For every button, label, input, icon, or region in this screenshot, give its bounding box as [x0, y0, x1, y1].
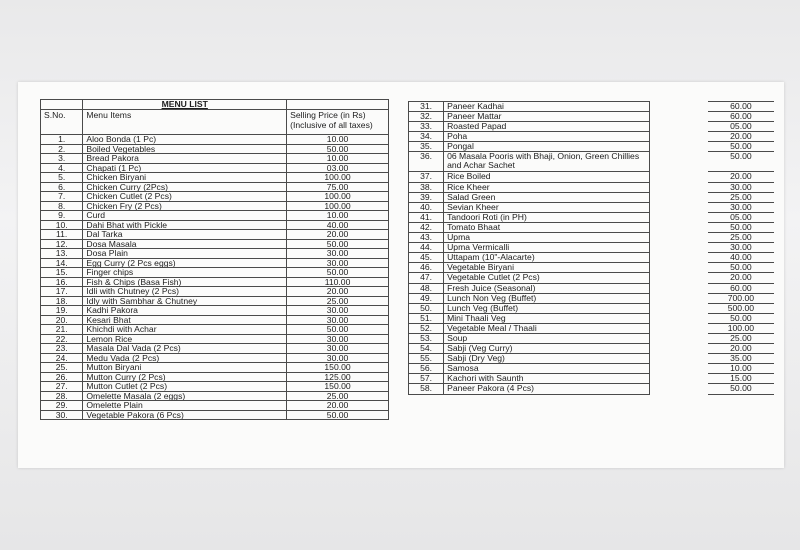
row-price: 30.00: [287, 334, 389, 344]
row-price: 25.00: [708, 233, 774, 243]
row-item: Chicken Curry (2Pcs): [83, 182, 287, 192]
table-row: [41, 201, 389, 211]
row-item: Sabji (Dry Veg): [444, 354, 650, 364]
row-sno: 14.: [41, 258, 83, 268]
table-row: [41, 296, 389, 306]
row-sno: 43.: [409, 233, 444, 243]
row-item: Samosa: [444, 364, 650, 374]
row-price: 20.00: [287, 401, 389, 411]
table-row: [41, 315, 389, 325]
table-row: [409, 253, 775, 263]
row-sno: 21.: [41, 325, 83, 335]
row-price: 50.00: [287, 239, 389, 249]
row-price: 20.00: [708, 132, 774, 142]
row-sno: 2.: [41, 144, 83, 154]
row-item: Salad Green: [444, 192, 650, 202]
menu-title: MENU LIST: [83, 100, 287, 110]
row-price: 50.00: [708, 222, 774, 232]
row-price: 35.00: [708, 354, 774, 364]
row-price: 60.00: [708, 112, 774, 122]
table-row: [41, 277, 389, 287]
row-price: 60.00: [708, 102, 774, 112]
row-item: Kadhi Pakora: [83, 306, 287, 316]
table-row: [409, 374, 775, 384]
row-sno: 25.: [41, 363, 83, 373]
row-item: Dal Tarka: [83, 230, 287, 240]
row-sno: 51.: [409, 313, 444, 323]
table-row: [41, 306, 389, 316]
row-price: 30.00: [287, 344, 389, 354]
row-price: 100.00: [708, 323, 774, 333]
table-row: [409, 283, 775, 293]
table-row: [409, 293, 775, 303]
row-sno: 28.: [41, 391, 83, 401]
row-price: 150.00: [287, 382, 389, 392]
row-sno: 24.: [41, 353, 83, 363]
row-item: Fresh Juice (Seasonal): [444, 283, 650, 293]
row-sno: 4.: [41, 163, 83, 173]
row-item: Finger chips: [83, 268, 287, 278]
row-price: 50.00: [708, 313, 774, 323]
row-sno: 52.: [409, 323, 444, 333]
row-gap: [649, 333, 708, 343]
table-row: [41, 144, 389, 154]
row-sno: 46.: [409, 263, 444, 273]
row-item: Uttapam (10"-Alacarte): [444, 253, 650, 263]
row-gap: [649, 253, 708, 263]
row-gap: [649, 152, 708, 172]
row-sno: 45.: [409, 253, 444, 263]
row-price: 50.00: [708, 142, 774, 152]
row-sno: 50.: [409, 303, 444, 313]
row-gap: [649, 323, 708, 333]
row-sno: 17.: [41, 287, 83, 297]
menu-table-left: [40, 99, 389, 420]
row-item: Paneer Kadhai: [444, 102, 650, 112]
row-sno: 33.: [409, 122, 444, 132]
table-row: [41, 135, 389, 145]
row-item: Omelette Plain: [83, 401, 287, 411]
row-sno: 37.: [409, 172, 444, 182]
table-row: [409, 112, 775, 122]
row-item: Kachori with Saunth: [444, 374, 650, 384]
row-item: Upma: [444, 233, 650, 243]
row-item: Sabji (Veg Curry): [444, 344, 650, 354]
row-sno: 44.: [409, 243, 444, 253]
row-gap: [649, 293, 708, 303]
table-row: [41, 173, 389, 183]
row-sno: 13.: [41, 249, 83, 259]
row-sno: 32.: [409, 112, 444, 122]
row-item: Chicken Biryani: [83, 173, 287, 183]
row-item: Dosa Masala: [83, 239, 287, 249]
row-item: Poha: [444, 132, 650, 142]
table-row: [409, 364, 775, 374]
row-item: 06 Masala Pooris with Bhaji, Onion, Green Chillies and Achar Sachet: [444, 152, 650, 172]
row-gap: [649, 303, 708, 313]
row-item: Upma Vermicalli: [444, 243, 650, 253]
row-price: 100.00: [287, 173, 389, 183]
row-item: Masala Dal Vada (2 Pcs): [83, 344, 287, 354]
row-sno: 3.: [41, 154, 83, 164]
row-price: 10.00: [287, 135, 389, 145]
row-sno: 35.: [409, 142, 444, 152]
row-gap: [649, 243, 708, 253]
table-row: [41, 163, 389, 173]
table-row: [41, 410, 389, 420]
row-gap: [649, 374, 708, 384]
row-item: Vegetable Cutlet (2 Pcs): [444, 273, 650, 283]
table-row: [409, 172, 775, 182]
row-gap: [649, 364, 708, 374]
row-price: 125.00: [287, 372, 389, 382]
row-sno: 1.: [41, 135, 83, 145]
row-sno: 7.: [41, 192, 83, 202]
row-price: 05.00: [708, 122, 774, 132]
table-row: [41, 182, 389, 192]
table-row: [41, 372, 389, 382]
row-gap: [649, 263, 708, 273]
row-sno: 20.: [41, 315, 83, 325]
row-item: Rice Kheer: [444, 182, 650, 192]
row-item: Vegetable Biryani: [444, 263, 650, 273]
row-item: Mutton Curry (2 Pcs): [83, 372, 287, 382]
row-price: 50.00: [287, 268, 389, 278]
row-item: Aloo Bonda (1 Pc): [83, 135, 287, 145]
row-item: Paneer Pakora (4 Pcs): [444, 384, 650, 394]
row-price: 75.00: [287, 182, 389, 192]
table-row: [41, 382, 389, 392]
row-sno: 16.: [41, 277, 83, 287]
row-price: 30.00: [287, 353, 389, 363]
row-price: 40.00: [708, 253, 774, 263]
table-row: [409, 122, 775, 132]
row-sno: 11.: [41, 230, 83, 240]
row-price: 50.00: [287, 325, 389, 335]
row-sno: 38.: [409, 182, 444, 192]
menu-document: [18, 82, 784, 468]
row-sno: 9.: [41, 211, 83, 221]
row-item: Mutton Cutlet (2 Pcs): [83, 382, 287, 392]
row-price: 500.00: [708, 303, 774, 313]
row-sno: 42.: [409, 222, 444, 232]
row-gap: [649, 172, 708, 182]
row-price: 30.00: [708, 182, 774, 192]
row-sno: 8.: [41, 201, 83, 211]
table-row: [409, 384, 775, 394]
row-price: 20.00: [708, 273, 774, 283]
row-price: 20.00: [287, 287, 389, 297]
row-gap: [649, 273, 708, 283]
row-item: Lunch Non Veg (Buffet): [444, 293, 650, 303]
table-row: [41, 353, 389, 363]
table-row: [409, 102, 775, 112]
row-price: 30.00: [708, 202, 774, 212]
table-row: [409, 313, 775, 323]
row-sno: 29.: [41, 401, 83, 411]
row-sno: 56.: [409, 364, 444, 374]
row-sno: 27.: [41, 382, 83, 392]
row-sno: 12.: [41, 239, 83, 249]
row-price: 700.00: [708, 293, 774, 303]
row-item: Egg Curry (2 Pcs eggs): [83, 258, 287, 268]
row-sno: 30.: [41, 410, 83, 420]
row-price: 05.00: [708, 212, 774, 222]
row-item: Kesari Bhat: [83, 315, 287, 325]
row-item: Rice Boiled: [444, 172, 650, 182]
row-item: Omelette Masala (2 eggs): [83, 391, 287, 401]
row-item: Tandoori Roti (in PH): [444, 212, 650, 222]
row-item: Paneer Mattar: [444, 112, 650, 122]
row-item: Vegetable Pakora (6 Pcs): [83, 410, 287, 420]
row-item: Roasted Papad: [444, 122, 650, 132]
row-price: 50.00: [287, 410, 389, 420]
row-sno: 48.: [409, 283, 444, 293]
table-row: [41, 287, 389, 297]
row-price: 25.00: [708, 192, 774, 202]
row-sno: 54.: [409, 344, 444, 354]
row-gap: [649, 283, 708, 293]
row-item: Lunch Veg (Buffet): [444, 303, 650, 313]
row-price: 100.00: [287, 201, 389, 211]
row-price: 100.00: [287, 192, 389, 202]
row-gap: [649, 122, 708, 132]
table-row: [41, 325, 389, 335]
row-price: 50.00: [287, 144, 389, 154]
table-row: [409, 192, 775, 202]
row-price: 25.00: [287, 391, 389, 401]
row-item: Tomato Bhaat: [444, 222, 650, 232]
row-gap: [649, 182, 708, 192]
row-sno: 57.: [409, 374, 444, 384]
row-sno: 6.: [41, 182, 83, 192]
table-row: [41, 154, 389, 164]
row-item: Curd: [83, 211, 287, 221]
table-row: [409, 303, 775, 313]
row-price: 15.00: [708, 374, 774, 384]
row-price: 20.00: [287, 230, 389, 240]
row-item: Vegetable Meal / Thaali: [444, 323, 650, 333]
row-item: Dahi Bhat with Pickle: [83, 220, 287, 230]
row-price: 50.00: [708, 263, 774, 273]
row-gap: [649, 112, 708, 122]
table-row: [409, 354, 775, 364]
row-gap: [649, 202, 708, 212]
table-row: [41, 211, 389, 221]
row-gap: [649, 384, 708, 394]
menu-table-right: [408, 101, 774, 395]
row-sno: 47.: [409, 273, 444, 283]
row-gap: [649, 102, 708, 112]
row-price: 30.00: [708, 243, 774, 253]
row-item: Chapati (1 Pc): [83, 163, 287, 173]
row-gap: [649, 313, 708, 323]
table-row: [409, 333, 775, 343]
row-sno: 53.: [409, 333, 444, 343]
table-row: [409, 273, 775, 283]
row-sno: 23.: [41, 344, 83, 354]
row-sno: 22.: [41, 334, 83, 344]
row-sno: 41.: [409, 212, 444, 222]
row-sno: 31.: [409, 102, 444, 112]
row-gap: [649, 142, 708, 152]
row-sno: 10.: [41, 220, 83, 230]
row-item: Mini Thaali Veg: [444, 313, 650, 323]
row-gap: [649, 222, 708, 232]
row-item: Chicken Fry (2 Pcs): [83, 201, 287, 211]
table-row: [41, 258, 389, 268]
row-sno: 39.: [409, 192, 444, 202]
row-sno: 49.: [409, 293, 444, 303]
row-gap: [649, 354, 708, 364]
table-row: [41, 391, 389, 401]
table-row: [409, 222, 775, 232]
row-price: 10.00: [287, 154, 389, 164]
row-price: 20.00: [708, 172, 774, 182]
row-price: 60.00: [708, 283, 774, 293]
table-row: [41, 239, 389, 249]
row-gap: [649, 132, 708, 142]
row-sno: 55.: [409, 354, 444, 364]
header-price: Selling Price (in Rs) (Inclusive of all taxes): [287, 110, 389, 135]
row-price: 30.00: [287, 258, 389, 268]
row-price: 03.00: [287, 163, 389, 173]
row-item: Medu Vada (2 Pcs): [83, 353, 287, 363]
row-sno: 26.: [41, 372, 83, 382]
table-row: [41, 363, 389, 373]
row-price: 25.00: [708, 333, 774, 343]
row-item: Boiled Vegetables: [83, 144, 287, 154]
table-row: [41, 192, 389, 202]
row-sno: 18.: [41, 296, 83, 306]
table-row: [41, 268, 389, 278]
table-row: [409, 263, 775, 273]
row-item: Fish & Chips (Basa Fish): [83, 277, 287, 287]
row-item: Soup: [444, 333, 650, 343]
row-gap: [649, 212, 708, 222]
header-item: Menu Items: [83, 110, 287, 135]
row-price: 30.00: [287, 306, 389, 316]
row-sno: 36.: [409, 152, 444, 172]
row-price: 50.00: [708, 384, 774, 394]
table-row: [409, 212, 775, 222]
right-rows: [409, 102, 775, 395]
row-gap: [649, 344, 708, 354]
row-item: Bread Pakora: [83, 154, 287, 164]
row-price: 20.00: [708, 344, 774, 354]
row-item: Lemon Rice: [83, 334, 287, 344]
row-item: Pongal: [444, 142, 650, 152]
table-row: [41, 249, 389, 259]
row-price: 30.00: [287, 315, 389, 325]
row-price: 30.00: [287, 249, 389, 259]
row-sno: 19.: [41, 306, 83, 316]
row-price: 10.00: [287, 211, 389, 221]
row-item: Sevian Kheer: [444, 202, 650, 212]
row-item: Dosa Plain: [83, 249, 287, 259]
row-price: 150.00: [287, 363, 389, 373]
row-price: 40.00: [287, 220, 389, 230]
table-row: [41, 401, 389, 411]
table-row: [41, 230, 389, 240]
table-row: [41, 220, 389, 230]
table-row: [409, 182, 775, 192]
row-sno: 40.: [409, 202, 444, 212]
row-sno: 34.: [409, 132, 444, 142]
row-item: Khichdi with Achar: [83, 325, 287, 335]
row-item: Idly with Sambhar & Chutney: [83, 296, 287, 306]
table-row: [41, 344, 389, 354]
row-item: Chicken Cutlet (2 Pcs): [83, 192, 287, 202]
row-price: 10.00: [708, 364, 774, 374]
table-row: [409, 202, 775, 212]
row-price: 50.00: [708, 152, 774, 172]
row-sno: 5.: [41, 173, 83, 183]
table-row: [409, 243, 775, 253]
row-gap: [649, 233, 708, 243]
row-gap: [649, 192, 708, 202]
table-row: [41, 334, 389, 344]
table-row: [409, 152, 775, 172]
header-sno: S.No.: [41, 110, 83, 135]
table-row: [409, 142, 775, 152]
row-price: 110.00: [287, 277, 389, 287]
row-item: Idli with Chutney (2 Pcs): [83, 287, 287, 297]
row-sno: 15.: [41, 268, 83, 278]
row-item: Mutton Biryani: [83, 363, 287, 373]
left-rows: [41, 135, 389, 420]
table-row: [409, 132, 775, 142]
row-price: 25.00: [287, 296, 389, 306]
table-row: [409, 233, 775, 243]
row-sno: 58.: [409, 384, 444, 394]
table-row: [409, 323, 775, 333]
table-row: [409, 344, 775, 354]
